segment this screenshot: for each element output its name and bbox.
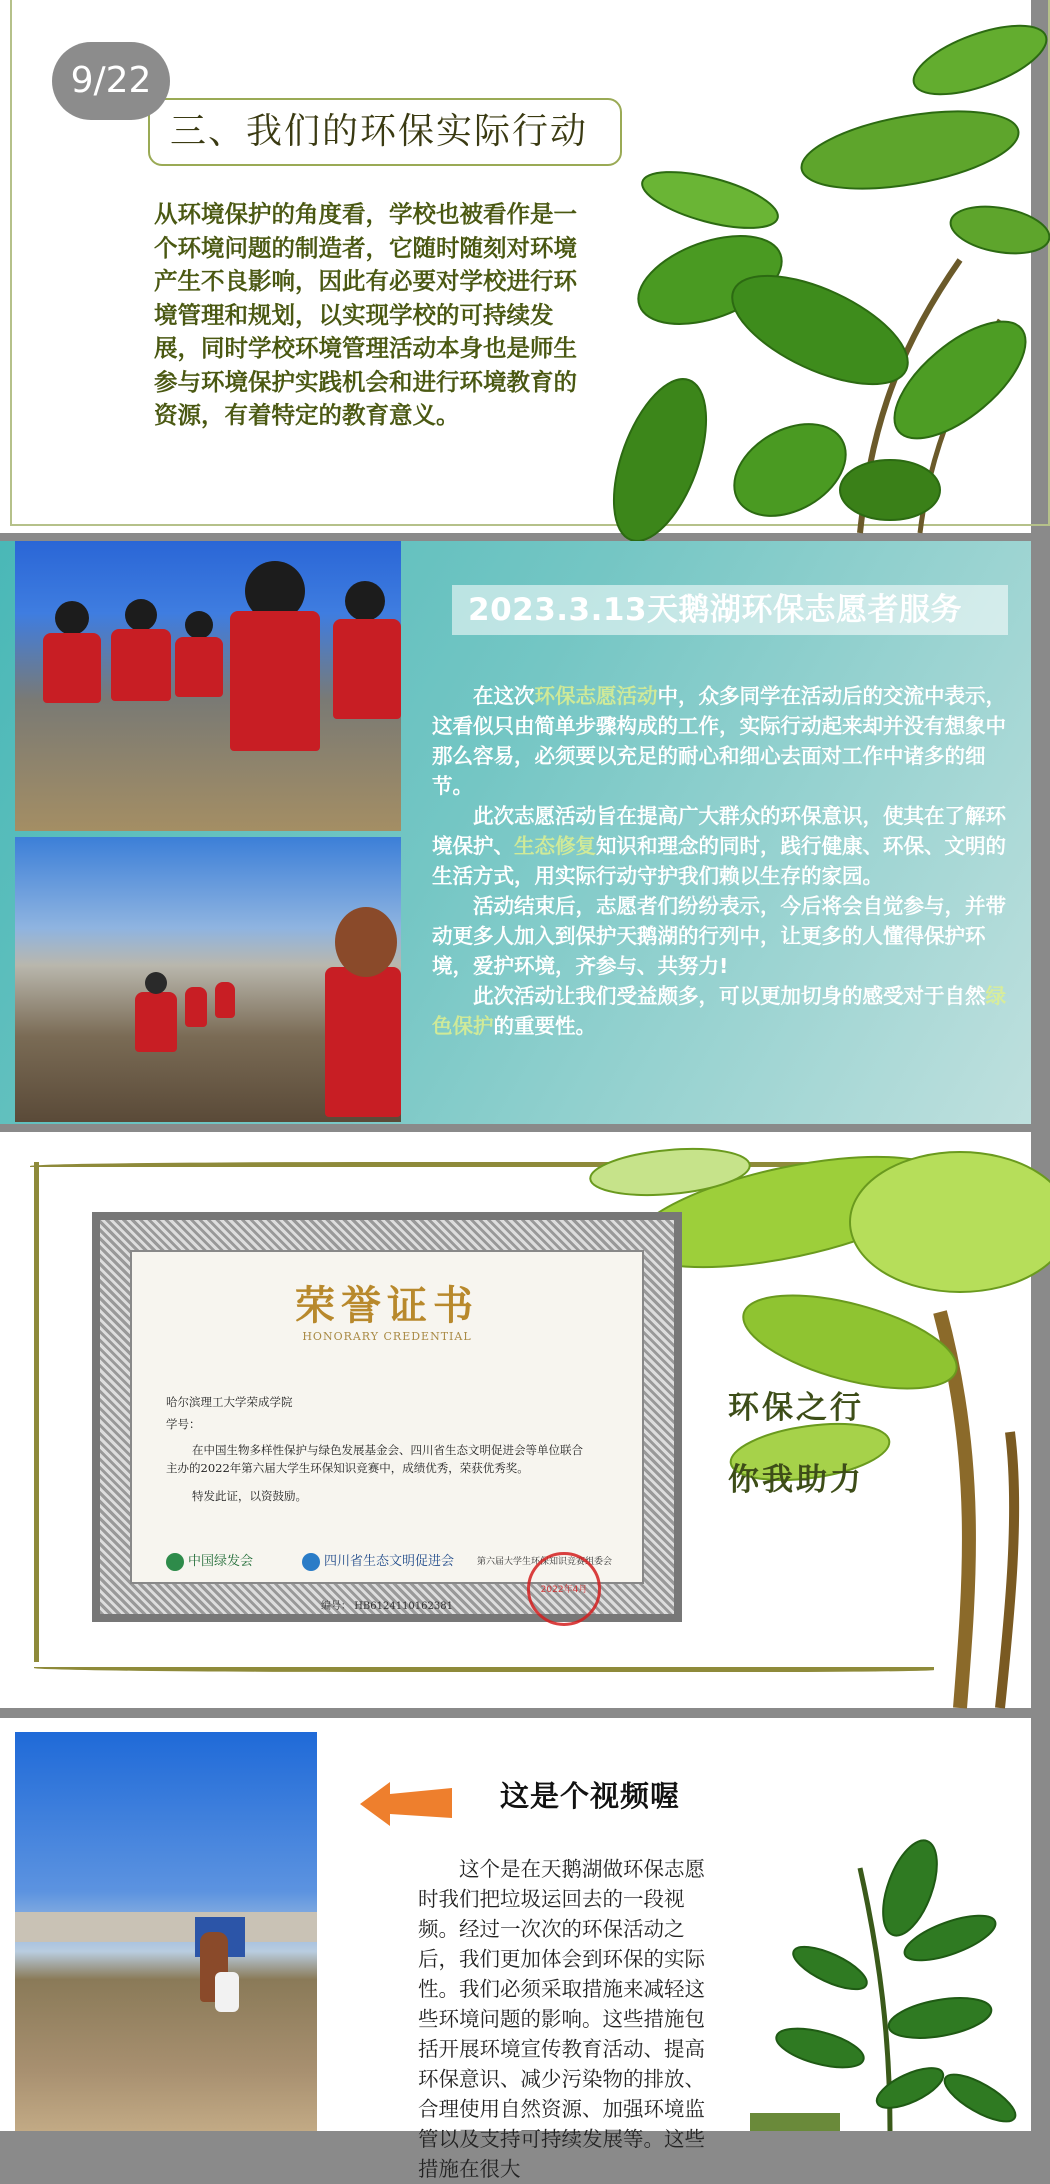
video-title: 这是个视频喔 xyxy=(500,1779,681,1813)
certificate-text-line: 特发此证，以资鼓励。 xyxy=(192,1489,307,1503)
highlight-text: 环保志愿活动 xyxy=(534,684,658,708)
potted-plant-image xyxy=(740,1808,1031,2131)
lakeside-cleanup-photo xyxy=(15,837,401,1122)
certificate-text-line: 在中国生物多样性保护与绿色发展基金会、四川省生态文明促进会等单位联合 xyxy=(192,1443,583,1457)
slogan-line-1: 环保之行 xyxy=(728,1390,864,1426)
official-seal-stamp: 2022年4月 xyxy=(527,1552,601,1626)
certificate-paper xyxy=(130,1250,644,1612)
certificate-student-id: 学号： xyxy=(166,1417,201,1431)
certificate-number: 编号： HB6124110162381 xyxy=(321,1601,453,1612)
slide-video xyxy=(0,1718,1031,2181)
event-description xyxy=(432,681,1012,1041)
trash-bag xyxy=(215,1972,239,2012)
honor-certificate xyxy=(92,1212,682,1622)
event-paragraph-1: 在这次环保志愿活动中，众多同学在活动后的交流中表示，这看似只由简单步骤构成的工作，实际行动起来却并没有想象中那么容易，必须要以充足的耐心和细心去面对工作中诸多的细节。 xyxy=(432,684,1006,798)
ficus-plant-image xyxy=(560,0,1031,533)
highlight-text: 生态修复 xyxy=(514,834,596,858)
video-paragraph: 这个是在天鹅湖做环保志愿时我们把垃圾运回去的一段视频。经过一次次的环保活动之后，我们更加体会到环保的实际性。我们必须采取措施来减轻这些环境问题的影响。这些措施包括开展环境宣传教育活动、提高环保意识、减少污染物的排放、合理使用自然资源、加强环境监管以及支持可持续发展等。这些措施在很大 xyxy=(418,1857,705,2181)
section-title: 三、我们的环保实际行动 xyxy=(170,111,589,152)
section-title-box xyxy=(148,98,622,166)
certificate-title: 荣誉证书 xyxy=(295,1282,479,1329)
decorative-frame-left xyxy=(34,1162,44,1662)
sichuan-ecology-logo: 四川省生态文明促进会 xyxy=(302,1550,454,1571)
highlight-text: 绿色保护 xyxy=(432,984,1006,1038)
volunteer-group-photo xyxy=(15,541,401,831)
slogan-line-2: 你我助力 xyxy=(728,1462,864,1498)
certificate-issuer: 第六届大学生环保知识竞赛组委会 xyxy=(477,1557,613,1567)
left-arrow-icon xyxy=(360,1782,452,1826)
intro-paragraph: 从环境保护的角度看，学校也被看作是一个环境问题的制造者，它随时随刻对环境产生不良影响，因此有必要对学校进行环境管理和规划，以实现学校的可持续发展，同时学校环境管理活动本身也是师生参与环境保护实践机会和进行环境教育的资源，有着特定的教育意义。 xyxy=(154,200,577,429)
video-description xyxy=(418,1854,714,2184)
globe-icon xyxy=(302,1553,320,1571)
video-thumbnail[interactable] xyxy=(15,1732,317,2131)
page-counter-badge: 9/22 xyxy=(52,42,170,120)
certificate-border xyxy=(100,1220,674,1614)
event-paragraph-4: 此次活动让我们受益颇多，可以更加切身的感受对于自然绿色保护的重要性。 xyxy=(432,984,1006,1038)
certificate-subtitle: HONORARY CREDENTIAL xyxy=(302,1330,472,1343)
certificate-text-line: 主办的2022年第六届大学生环保知识竞赛中，成绩优秀，荣获优秀奖。 xyxy=(166,1461,529,1475)
event-title: 2023.3.13天鹅湖环保志愿者服务 xyxy=(452,585,1008,635)
event-paragraph-2: 此次志愿活动旨在提高广大群众的环保意识，使其在了解环境保护、生态修复知识和理念的同时，践行健康、环保、文明的生活方式，用实际行动守护我们赖以生存的家园。 xyxy=(432,804,1006,888)
green-development-logo: 中国绿发会 xyxy=(166,1550,253,1571)
certificate-recipient: 哈尔滨理工大学荣成学院 xyxy=(166,1395,293,1409)
slide-honor-certificate xyxy=(0,1132,1031,1708)
leaf-icon xyxy=(166,1553,184,1571)
distant-buildings xyxy=(15,1912,317,1942)
event-paragraph-3: 活动结束后，志愿者们纷纷表示，今后将会自觉参与，并带动更多人加入到保护天鹅湖的行列中，让更多的人懂得保护环境，爱护环境，齐参与、共努力! xyxy=(432,894,1006,978)
slide-volunteer-service xyxy=(0,541,1031,1124)
